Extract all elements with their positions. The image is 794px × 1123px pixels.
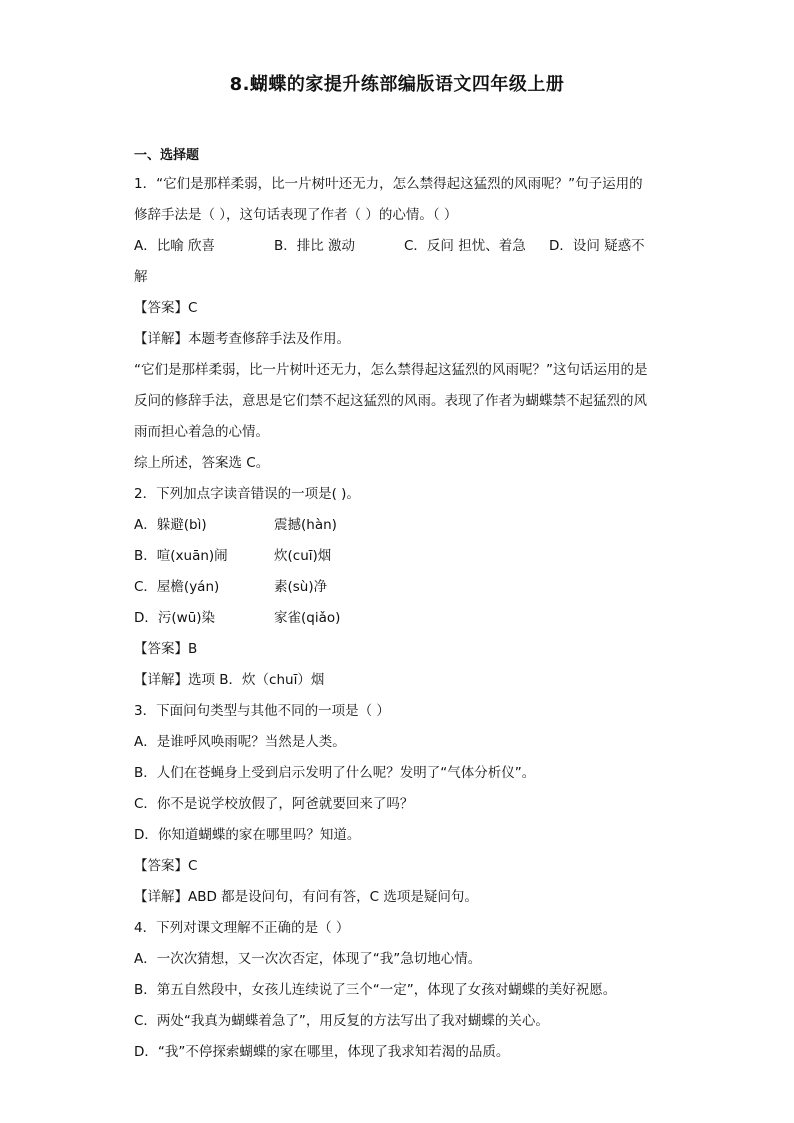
q2-option-d-word2: 家雀(qiǎo) xyxy=(274,610,341,626)
q3-option-d: D．你知道蝴蝶的家在哪里吗？知道。 xyxy=(134,827,361,843)
q1-option-b: B．排比 激动 xyxy=(274,238,356,254)
q1-option-d-continued: 解 xyxy=(134,269,148,285)
q1-explain-line5: 综上所述，答案选 C。 xyxy=(134,455,270,471)
q3-option-a: A．是谁呼风唤雨呢？当然是人类。 xyxy=(134,734,346,750)
q4-option-d: D．“我”不停探索蝴蝶的家在哪里，体现了我求知若渴的品质。 xyxy=(134,1044,510,1060)
q3-option-b: B．人们在苍蝇身上受到启示发明了什么呢？发明了“气体分析仪”。 xyxy=(134,765,536,781)
q4-option-a: A．一次次猜想，又一次次否定，体现了“我”急切地心情。 xyxy=(134,951,482,967)
q3-stem: 3．下面问句类型与其他不同的一项是（ ） xyxy=(134,703,390,719)
q2-option-c-word1: C．屋檐(yán) xyxy=(134,579,220,595)
q2-option-b-word1: B．喧(xuān)闹 xyxy=(134,548,228,564)
q3-option-c: C．你不是说学校放假了，阿爸就要回来了吗？ xyxy=(134,796,414,812)
q1-answer: 【答案】C xyxy=(134,300,198,316)
q1-option-c: C．反问 担忧、着急 xyxy=(404,238,526,254)
q3-explain: 【详解】ABD 都是设问句，有问有答，C 选项是疑问句。 xyxy=(134,889,478,905)
q2-option-d xyxy=(134,607,664,638)
q2-option-c xyxy=(134,576,664,607)
q2-option-b-word2: 炊(cuī)烟 xyxy=(274,548,332,564)
q2-option-c-word2: 素(sù)净 xyxy=(274,579,328,595)
q1-options xyxy=(134,235,664,266)
q2-stem: 2．下列加点字读音错误的一项是( )。 xyxy=(134,486,360,502)
q1-explain-line2: “它们是那样柔弱，比一片树叶还无力，怎么禁得起这猛烈的风雨呢？”这句话运用的是 xyxy=(134,362,648,378)
q1-explain-line1: 【详解】本题考查修辞手法及作用。 xyxy=(134,331,350,347)
q1-explain-line3: 反问的修辞手法，意思是它们禁不起这猛烈的风雨。表现了作者为蝴蝶禁不起猛烈的风 xyxy=(134,393,647,409)
q4-option-c: C．两处“我真为蝴蝶着急了”，用反复的方法写出了我对蝴蝶的关心。 xyxy=(134,1013,549,1029)
document-title: 8.蝴蝶的家提升练部编版语文四年级上册 xyxy=(229,74,565,95)
section-heading: 一、选择题 xyxy=(134,148,200,163)
q2-option-a xyxy=(134,514,664,545)
q1-stem-line1: 1．“它们是那样柔弱，比一片树叶还无力，怎么禁得起这猛烈的风雨呢？”句子运用的 xyxy=(134,176,643,192)
q2-option-d-word1: D．污(wū)染 xyxy=(134,610,216,626)
q3-answer: 【答案】C xyxy=(134,858,198,874)
q1-option-a: A．比喻 欣喜 xyxy=(134,238,216,254)
q2-answer: 【答案】B xyxy=(134,641,198,657)
q4-stem: 4．下列对课文理解不正确的是（ ） xyxy=(134,920,350,936)
q2-option-b xyxy=(134,545,664,576)
document-body xyxy=(134,145,664,1072)
q1-option-d: D．设问 疑惑不 xyxy=(549,238,645,254)
q1-explain-line4: 雨而担心着急的心情。 xyxy=(134,424,269,440)
q4-option-b: B．第五自然段中，女孩儿连续说了三个“一定”，体现了女孩对蝴蝶的美好祝愿。 xyxy=(134,982,617,998)
q2-explain: 【详解】选项 B．炊（chuī）烟 xyxy=(134,672,325,688)
q2-option-a-word1: A．躲避(bì) xyxy=(134,517,207,533)
q2-option-a-word2: 震撼(hàn) xyxy=(274,517,337,533)
q1-stem-line2: 修辞手法是（ ），这句话表现了作者（ ）的心情。（ ） xyxy=(134,207,458,223)
